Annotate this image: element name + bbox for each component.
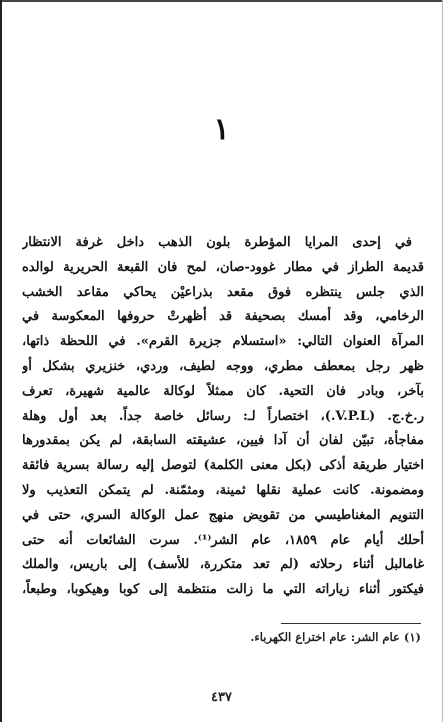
paragraph-line: الذي جلس ينتظره فوق مقعد بذراعيْن يحاكي مقاعد الخشب [22, 284, 424, 300]
paragraph-line: فيكتور أثناء زياراته التي ما زالت منتظمة إلى كوبا وهيكوبا، وطبعاً، [22, 582, 424, 598]
footnote-separator [281, 623, 421, 624]
page-edge-top [0, 0, 443, 2]
paragraph-line: أحلك أيام عام ١٨٥٩، عام الشر⁽¹⁾. سرت الشائعات أنه حتى [22, 532, 424, 548]
paragraph-line: الرخامي، وقد أمسك بصحيفة قد أظهرتْ حروفها المعكوسة في [22, 309, 424, 325]
paragraph-line: التنويم المغناطيسي من تقويض منهج عمل الوكالة السري، حتى في [22, 507, 424, 523]
paragraph-line: ر.خ.ج. (V.P.L.)، اختصاراً لـ: رسائل خاصة جداً. بعد أول وهلة [22, 408, 424, 424]
paragraph-line: ظهر رجل بمعطف مطري، ووجه لطيف، وردي، خنزيري بشكل أو [22, 358, 424, 374]
paragraph-line: غامالبل أثناء رحلاته (لم تعد متكررة، للأسف) إلى باريس، والملك [22, 557, 424, 573]
paragraph-line: مفاجأة، تبيّن لفان أن آدا فيين، عشيقته السابقة، لم يكن بمقدورها [22, 433, 424, 449]
paragraph-line: ومضمونة. كانت عملية نقلها ثمينة، ومثمّنة. لم يتمكن التعذيب ولا [22, 482, 424, 498]
body-paragraph [22, 231, 424, 603]
paragraph-line: في إحدى المرايا المؤطرة بلون الذهب داخل غرفة الانتظار [22, 235, 412, 250]
chapter-number: ١ [213, 112, 230, 147]
paragraph-line: بآخر، وبادر فان التحية. كان ممثلاً لوكالة عالمية شهيرة، تعرف [22, 383, 424, 399]
paragraph-line: قديمة الطراز في مطار غوود-صان، لمح فان القبعة الحريرية لوالده [22, 259, 424, 275]
paragraph-line: اختيار طريقة أذكى (بكل معنى الكلمة) لتوصل إليه رسالة بسرية فائقة [22, 458, 424, 474]
footnote: (١) عام الشر: عام اختراع الكهرباء. [250, 630, 421, 644]
page-edge-left [0, 0, 2, 722]
page-number: ٤٣٧ [211, 690, 232, 705]
paragraph-line: المرآة العنوان التالي: «استسلام جزيرة القرم». في اللحظة ذاتها، [22, 334, 424, 350]
